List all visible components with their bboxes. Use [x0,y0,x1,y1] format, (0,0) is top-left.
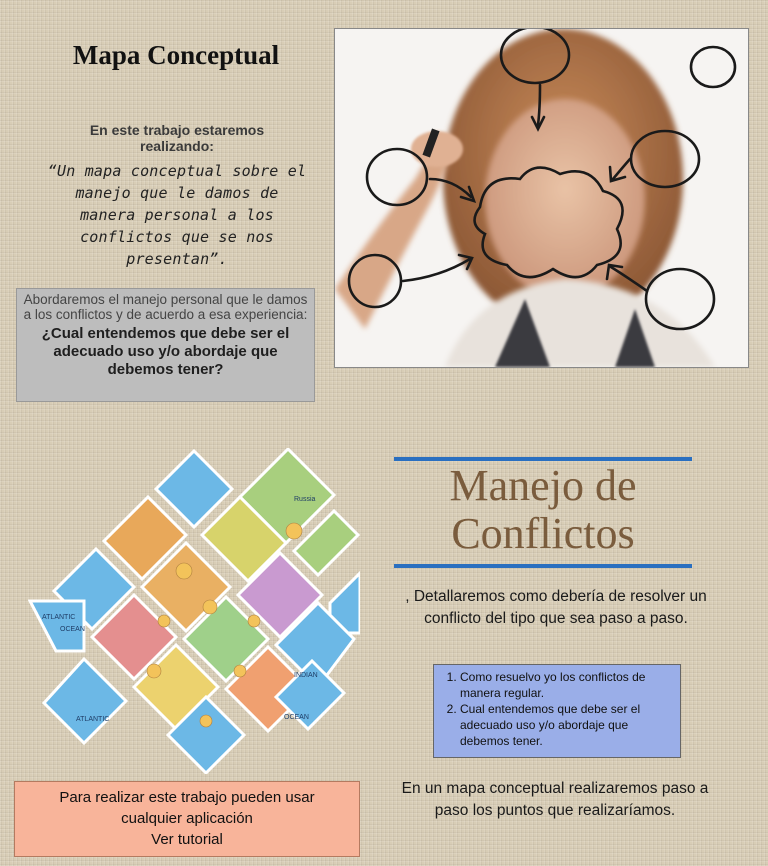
experience-question: ¿Cual entendemos que debe ser el adecuado uso y/o abordaje que debemos tener? [41,325,290,378]
map-label-atlantic: ATLANTIC [42,614,76,621]
map-label-atlantic-2: ATLANTIC [76,716,110,723]
description-text: , Detallaremos como debería de resolver un conflicto del tipo que sea paso a paso. [405,588,707,627]
instructions-line-1: Para realizar este trabajo pueden usar [59,789,315,806]
steps-box [433,664,681,758]
heading-line-2: Conflictos [451,509,635,558]
concept-map-photo [334,28,749,368]
map-label-ocean-1: OCEAN [60,626,85,633]
final-text: En un mapa conceptual realizaremos paso a paso los puntos que realizaríamos. [401,780,709,819]
experience-box [16,288,315,402]
instructions-line-2: cualquier aplicación [121,810,253,827]
woman-drawing-concept-map-image [335,29,748,367]
list-item: 2. Cual entendemos que debe ser el adecuado uso y/o abordaje que debemos tener. [460,701,674,749]
experience-text: Abordaremos el manejo personal que le damos a los conflictos y de acuerdo a esa experiencia: [23,292,308,322]
map-label-russia: Russia [294,496,316,503]
heading-rule-bottom [394,564,692,568]
quote-text: “Un mapa conceptual sobre el manejo que le damos de manera personal a los conflictos que se nos presentan”. [47,162,307,268]
map-mosaic-image [28,448,360,774]
steps-list [434,669,674,749]
instructions-box [14,781,360,857]
intro-text: En este trabajo estaremos realizando: [89,122,265,154]
world-map-mosaic [28,448,360,774]
map-label-indian: INDIAN [294,672,318,679]
heading-line-1: Manejo de [449,461,637,510]
list-item: 1. Como resuelvo yo los conflictos de manera regular. [460,669,674,701]
page-title: Mapa Conceptual [72,40,280,70]
tutorial-link[interactable]: Ver tutorial [151,831,223,848]
main-heading [394,462,692,558]
map-label-ocean-2: OCEAN [284,714,309,721]
